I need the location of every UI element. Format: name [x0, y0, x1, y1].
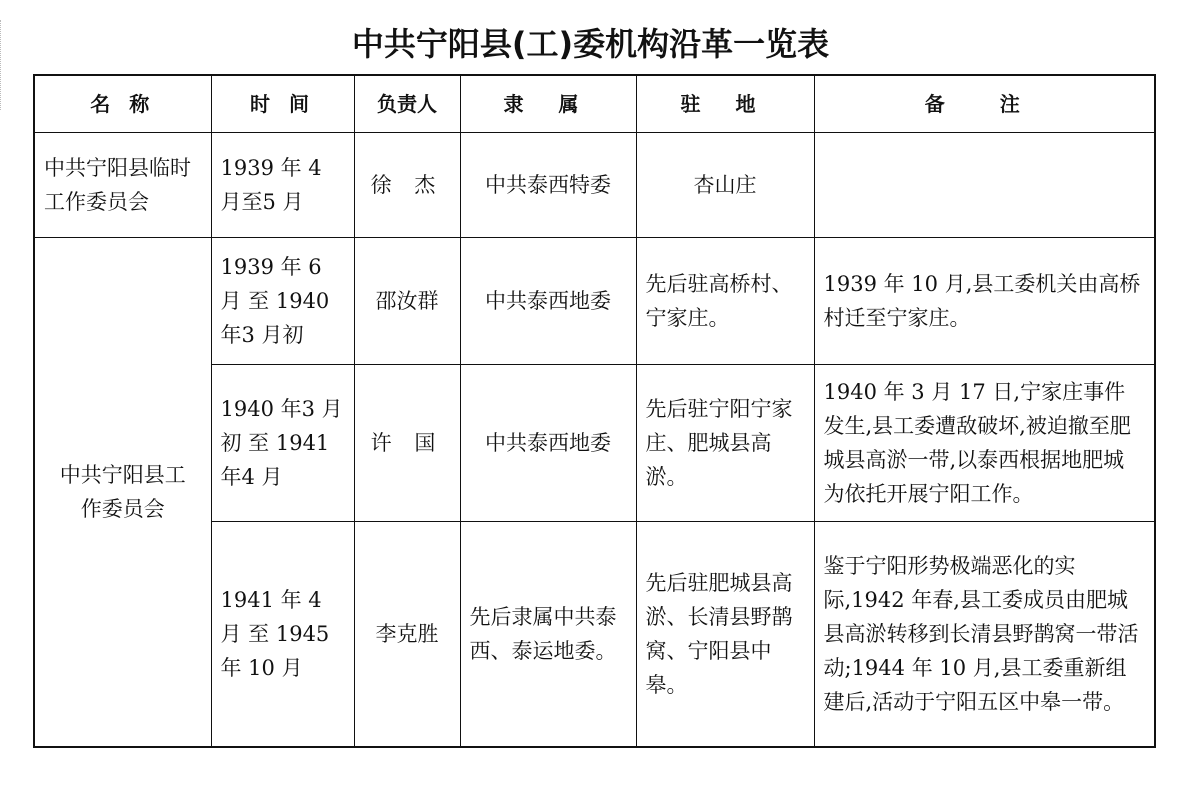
cell-time: 1939 年 6 月 至 1940 年3 月初 — [211, 237, 354, 364]
cell-remarks — [814, 132, 1155, 237]
column-header-remarks: 备 注 — [814, 75, 1155, 132]
cell-affiliation: 先后隶属中共泰西、泰运地委。 — [460, 521, 636, 747]
cell-location: 杏山庄 — [636, 132, 814, 237]
table-header-row — [34, 75, 1155, 132]
cell-leader: 邵汝群 — [354, 237, 460, 364]
cell-name: 中共宁阳县临时工作委员会 — [34, 132, 211, 237]
cell-leader: 许 国 — [354, 364, 460, 521]
cell-affiliation: 中共泰西地委 — [460, 364, 636, 521]
cell-remarks: 1940 年 3 月 17 日,宁家庄事件发生,县工委遭敌破坏,被迫撤至肥城县高淤一带,以泰西根据地肥城为依托开展宁阳工作。 — [814, 364, 1155, 521]
column-header-leader: 负责人 — [354, 75, 460, 132]
cell-time: 1940 年3 月初 至 1941 年4 月 — [211, 364, 354, 521]
cell-remarks: 鉴于宁阳形势极端恶化的实际,1942 年春,县工委成员由肥城县高淤转移到长清县野鹊窝一带活动;1944 年 10 月,县工委重新组建后,活动于宁阳五区中皋一带。 — [814, 521, 1155, 747]
cell-location: 先后驻肥城县高淤、长清县野鹊窝、宁阳县中皋。 — [636, 521, 814, 747]
cell-name: 中共宁阳县工作委员会 — [34, 237, 211, 747]
cell-remarks: 1939 年 10 月,县工委机关由高桥村迁至宁家庄。 — [814, 237, 1155, 364]
page-title: 中共宁阳县(工)委机构沿革一览表 — [351, 25, 830, 63]
cell-leader: 徐 杰 — [354, 132, 460, 237]
organization-history-table — [33, 74, 1156, 748]
table-row — [34, 132, 1155, 237]
cell-location: 先后驻高桥村、宁家庄。 — [636, 237, 814, 364]
table-row — [34, 237, 1155, 364]
column-header-time: 时 间 — [211, 75, 354, 132]
cell-time: 1941 年 4 月 至 1945 年 10 月 — [211, 521, 354, 747]
column-header-affiliation: 隶 属 — [460, 75, 636, 132]
column-header-name: 名 称 — [34, 75, 211, 132]
cell-leader: 李克胜 — [354, 521, 460, 747]
cell-location: 先后驻宁阳宁家庄、肥城县高淤。 — [636, 364, 814, 521]
cell-affiliation: 中共泰西地委 — [460, 237, 636, 364]
cell-time: 1939 年 4 月至5 月 — [211, 132, 354, 237]
cell-affiliation: 中共泰西特委 — [460, 132, 636, 237]
column-header-location: 驻 地 — [636, 75, 814, 132]
